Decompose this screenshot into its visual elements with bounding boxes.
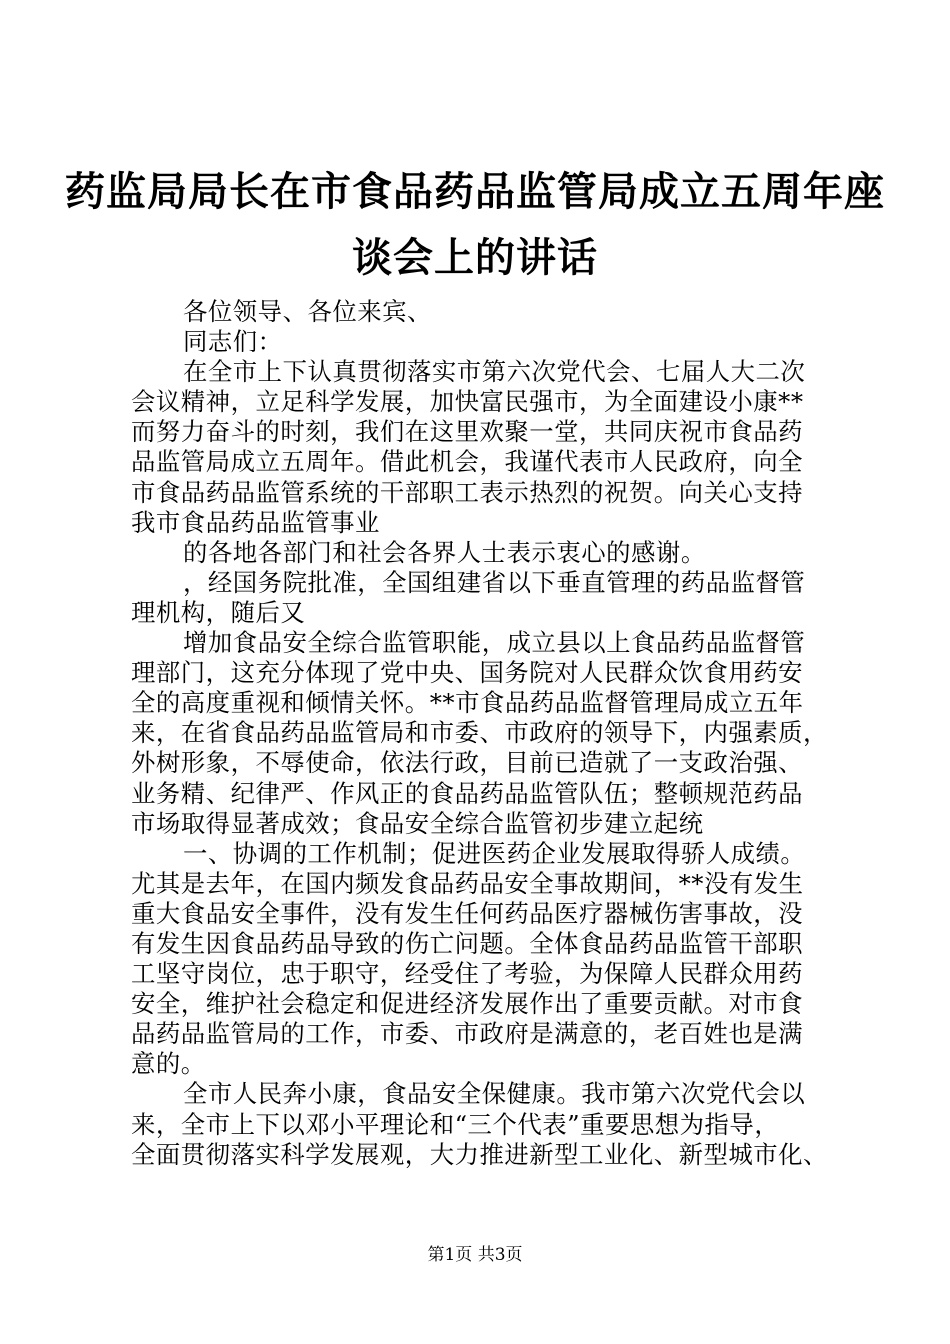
body-line: 理机构，随后又: [131, 597, 306, 627]
body-line: 来，全市上下以邓小平理论和“三个代表”重要思想为指导，: [131, 1109, 780, 1139]
page-number-footer: 第1页 共3页: [427, 1245, 523, 1265]
body-line: 有发生因食品药品导致的伤亡问题。全体食品药品监管干部职: [131, 928, 804, 958]
body-line: 会议精神，立足科学发展，加快富民强市，为全面建设小康**: [131, 387, 804, 417]
body-line: 工坚守岗位，忠于职守，经受住了考验，为保障人民群众用药: [131, 959, 804, 989]
document-title-line-2: 谈会上的讲话: [352, 234, 598, 281]
body-line: 品药品监管局的工作，市委、市政府是满意的，老百姓也是满: [131, 1019, 804, 1049]
body-line: 业务精、纪律严、作风正的食品药品监管队伍；整顿规范药品: [131, 778, 804, 808]
document-title-line-1: 药监局局长在市食品药品监管局成立五周年座: [65, 168, 885, 215]
body-line: 品监管局成立五周年。借此机会，我谨代表市人民政府，向全: [131, 447, 804, 477]
body-line: 各位领导、各位来宾、: [183, 297, 432, 326]
body-line: 市场取得显著成效；食品安全综合监管初步建立起统: [131, 808, 704, 838]
body-line: 同志们：: [183, 327, 283, 357]
body-line: 意的。: [131, 1049, 206, 1079]
body-line: 增加食品安全综合监管职能，成立县以上食品药品监督管: [183, 628, 806, 658]
body-line: ，经国务院批准，全国组建省以下垂直管理的药品监督管: [183, 567, 806, 597]
body-line: 而努力奋斗的时刻，我们在这里欢聚一堂，共同庆祝市食品药: [131, 417, 804, 447]
body-line: 在全市上下认真贯彻落实市第六次党代会、七届人大二次: [183, 357, 806, 387]
body-line: 全面贯彻落实科学发展观，大力推进新型工业化、新型城市化、: [131, 1139, 828, 1169]
body-line: 全市人民奔小康，食品安全保健康。我市第六次党代会以: [183, 1079, 806, 1109]
body-line: 来，在省食品药品监管局和市委、市政府的领导下，内强素质，: [131, 718, 828, 748]
body-line: 的各地各部门和社会各界人士表示衷心的感谢。: [183, 537, 706, 567]
body-line: 我市食品药品监管事业: [131, 507, 380, 537]
body-line: 市食品药品监管系统的干部职工表示热烈的祝贺。向关心支持: [131, 477, 804, 507]
body-line: 重大食品安全事件，没有发生任何药品医疗器械伤害事故，没: [131, 898, 804, 928]
body-line: 尤其是去年，在国内频发食品药品安全事故期间，**没有发生: [131, 868, 804, 898]
body-line: 理部门，这充分体现了党中央、国务院对人民群众饮食用药安: [131, 658, 804, 688]
body-line: 一、协调的工作机制；促进医药企业发展取得骄人成绩。: [183, 838, 806, 868]
body-line: 安全，维护社会稳定和促进经济发展作出了重要贡献。对市食: [131, 989, 804, 1019]
body-line: 外树形象，不辱使命，依法行政，目前已造就了一支政治强、: [131, 748, 804, 778]
body-line: 全的高度重视和倾情关怀。**市食品药品监督管理局成立五年: [131, 688, 804, 718]
document-body: [131, 297, 831, 1170]
